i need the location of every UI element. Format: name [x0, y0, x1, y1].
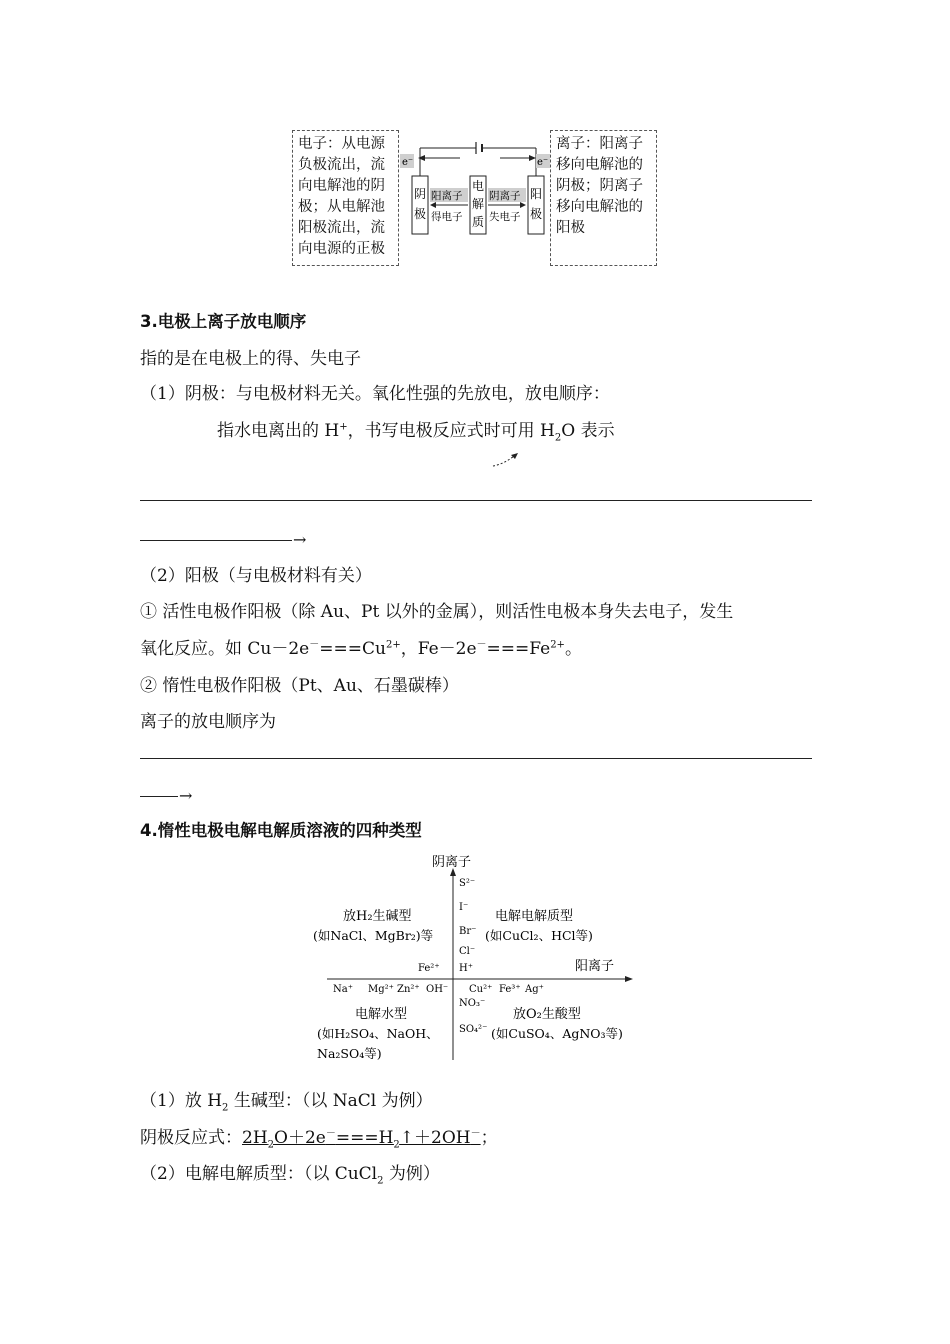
dotted-arrow-icon	[490, 450, 522, 470]
text-line: （1）阴极：与电极材料无关。氧化性强的先放电，放电顺序：	[140, 384, 610, 404]
note-line: 阳极流出，流	[298, 220, 385, 236]
electrolyte-char: 电	[472, 179, 485, 193]
text-line: 离子的放电顺序为	[140, 712, 276, 732]
electrolyte-char: 解	[472, 197, 485, 211]
note-line: 阳极	[556, 220, 585, 236]
blank-answer-line	[140, 500, 812, 501]
lose-electron-label: 失电子	[489, 211, 521, 223]
anion-tick: I⁻	[459, 902, 469, 913]
quadrant-label: (如CuCl₂、HCl等)	[485, 928, 593, 943]
blank-answer-line	[140, 796, 178, 797]
note-line: 移向电解池的	[556, 199, 643, 215]
ion-flow-note	[550, 130, 657, 266]
text-line: 氧化反应。如 $Cu-2e^-===Cu^{2+}$，$Fe-2e^-===Fe^{2+}$。	[140, 639, 582, 659]
anode-char: 极	[530, 207, 543, 221]
anion-tick: Cl⁻	[459, 946, 476, 957]
section4-heading: 4.惰性电极电解电解质溶液的四种类型	[140, 821, 422, 840]
electron-label: e⁻	[402, 157, 414, 168]
note-line: 阴极；阴离子	[556, 178, 643, 194]
cation-tick: Ag⁺	[525, 984, 544, 995]
note-line: 极；从电解池	[298, 199, 385, 215]
cation-tick: Fe²⁺	[418, 963, 440, 974]
quadrant-label: Na₂SO₄等)	[317, 1046, 382, 1061]
anion-tick: Br⁻	[459, 926, 477, 937]
note-line: 向电源的正极	[298, 241, 385, 257]
note-h-plus: 指水电离出的 H+，书写电极反应式时可用 $H_2O$ 表示	[217, 421, 615, 444]
text-line: （2）阳极（与电极材料有关）	[140, 566, 372, 586]
y-axis-label: 阴离子	[432, 855, 472, 870]
quadrant-label: (如NaCl、MgBr₂)等	[313, 928, 434, 943]
arrow-icon: →	[293, 530, 307, 549]
quadrant-label: 电解电解质型	[495, 909, 574, 924]
anode-char: 阳	[530, 187, 543, 201]
blank-answer-line	[140, 758, 812, 759]
text-line: ② 惰性电极作阳极（Pt、Au、石墨碳棒）	[140, 676, 459, 696]
anion-tick: S²⁻	[459, 878, 476, 889]
discharge-type-diagram	[305, 852, 645, 1067]
note-line: 离子：阳离子	[556, 136, 643, 152]
cation-tick: Mg²⁺	[368, 984, 394, 995]
cation-tick: Fe³⁺	[499, 984, 521, 995]
quadrant-label: 放O₂生酸型	[513, 1007, 581, 1022]
text-line: 指的是在电极上的得、失电子	[140, 349, 361, 369]
x-axis-label: 阳离子	[575, 959, 615, 974]
note-line: 向电解池的阴	[298, 178, 385, 194]
electrolyte-char: 质	[472, 215, 485, 229]
quadrant-label: 电解水型	[355, 1007, 408, 1022]
cathode-equation-line: 阴极反应式：$2H_2O+2e^-===H_2↑+2OH^-$；	[140, 1128, 498, 1151]
quadrant-label: (如CuSO₄、AgNO₃等)	[491, 1026, 623, 1041]
anion-tick: H⁺	[459, 963, 473, 974]
quadrant-label: 放H₂生碱型	[343, 909, 412, 924]
cathode-equation: $2H_2O+2e^-===H_2↑+2OH^-$	[242, 1128, 481, 1151]
cation-tick: Na⁺	[333, 984, 353, 995]
gain-electron-label: 得电子	[431, 211, 463, 223]
note-line: 负极流出，流	[298, 157, 385, 173]
cation-tick: OH⁻	[426, 984, 449, 995]
cation-label: 阳离子	[431, 190, 463, 202]
cation-tick: Cu²⁺	[469, 984, 493, 995]
electron-flow-note	[292, 130, 399, 266]
cathode-char: 极	[414, 207, 427, 221]
anion-tick: NO₃⁻	[459, 998, 486, 1009]
electrolysis-diagram	[292, 130, 662, 270]
note-line: 移向电解池的	[556, 157, 643, 173]
quadrant-label: (如H₂SO₄、NaOH、	[317, 1026, 439, 1041]
blank-answer-line	[140, 540, 292, 541]
anion-tick: SO₄²⁻	[459, 1024, 488, 1035]
anion-label: 阴离子	[489, 190, 521, 202]
cathode-char: 阴	[414, 187, 427, 201]
note-line: 电子：从电源	[298, 136, 385, 152]
cation-tick: Zn²⁺	[397, 984, 420, 995]
text-line: ① 活性电极作阳极（除 Au、Pt 以外的金属），则活性电极本身失去电子，发生	[140, 602, 734, 622]
circuit-drawing	[400, 130, 550, 250]
text-line: （1）放 $H_2$ 生碱型：（以 NaCl 为例）	[140, 1091, 433, 1114]
arrow-icon: →	[179, 786, 193, 805]
text-line: （2）电解电解质型：（以 CuCl$_2$ 为例）	[140, 1164, 440, 1187]
section3-heading: 3.电极上离子放电顺序	[140, 312, 307, 331]
electron-label: e⁻	[537, 157, 549, 168]
